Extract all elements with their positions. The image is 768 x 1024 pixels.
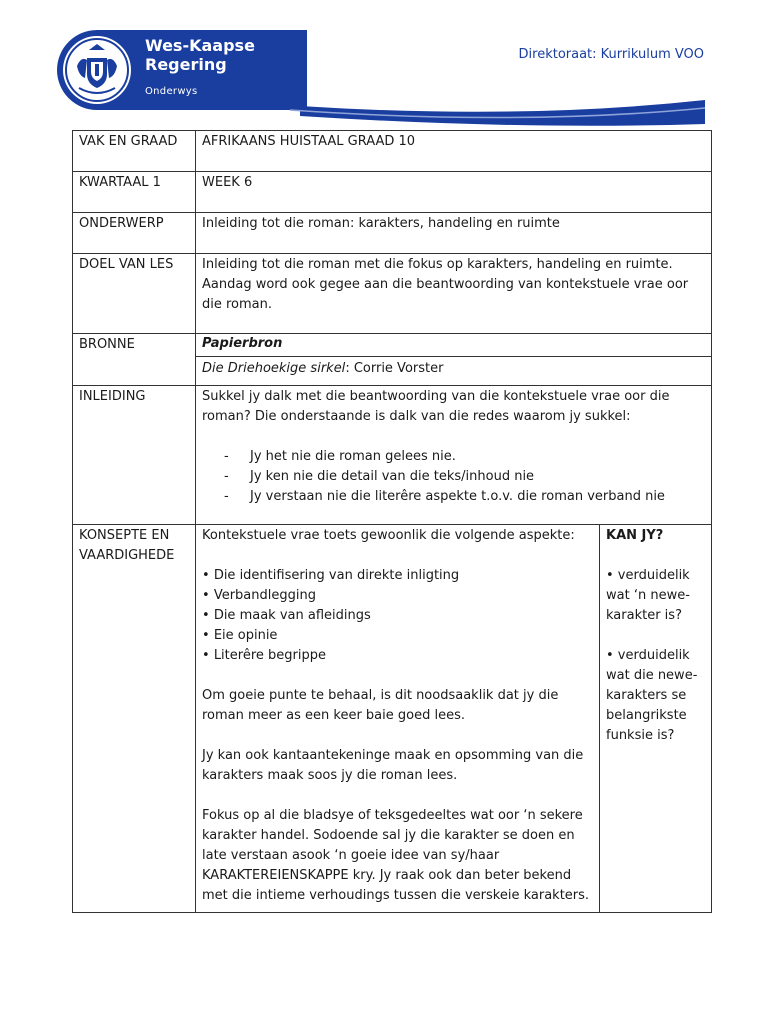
list-item: • Verbandlegging bbox=[202, 586, 593, 606]
concepts-label-line-2: VAARDIGHEDE bbox=[79, 548, 175, 563]
table-row-resources bbox=[73, 334, 712, 386]
table-row-aim bbox=[73, 254, 712, 334]
kan-jy-item-1: • verduidelik wat ‘n newe-karakter is? bbox=[606, 568, 690, 623]
concepts-paragraph-3: Fokus op al die bladsye of teksgedeeltes wat oor ‘n sekere karakter handel. Sodoende sal jy die karakter se doen en late verstaan asook ‘n goeie idee van sy/haar KARAKTEREIENSKAPPE kry. Jy raak ook dan beter bekend met die intieme verhoudings tussen die verskeie karakters. bbox=[202, 808, 590, 903]
intro-label: INLEIDING bbox=[73, 386, 196, 525]
table-row-concepts bbox=[73, 525, 712, 913]
concepts-intro: Kontekstuele vrae toets gewoonlik die volgende aspekte: bbox=[202, 528, 575, 543]
term-value: WEEK 6 bbox=[196, 172, 712, 213]
list-item: • Eie opinie bbox=[202, 626, 593, 646]
concepts-label bbox=[73, 525, 196, 913]
topic-value: Inleiding tot die roman: karakters, handeling en ruimte bbox=[196, 213, 712, 254]
subject-value: AFRIKAANS HUISTAAL GRAAD 10 bbox=[196, 131, 712, 172]
resources-cell bbox=[196, 334, 712, 386]
kan-jy-item-2: • verduidelik wat die newe-karakters se belangrikste funksie is? bbox=[606, 648, 698, 743]
list-item: • Die maak van afleidings bbox=[202, 606, 593, 626]
list-item: • Literêre begrippe bbox=[202, 646, 593, 666]
list-item: - Jy het nie die roman gelees nie. bbox=[224, 447, 705, 467]
resources-label: BRONNE bbox=[73, 334, 196, 386]
resources-book bbox=[196, 357, 711, 385]
intro-text: Sukkel jy dalk met die beantwoording van die kontekstuele vrae oor die roman? Die onderstaande is dalk van die redes waarom jy sukkel: bbox=[202, 389, 670, 424]
table-row-term bbox=[73, 172, 712, 213]
intro-list bbox=[202, 447, 705, 507]
list-item: • Die identifisering van direkte inligting bbox=[202, 566, 593, 586]
logo-line-3: Onderwys bbox=[145, 86, 198, 97]
table-row-subject bbox=[73, 131, 712, 172]
subject-label: VAK EN GRAAD bbox=[73, 131, 196, 172]
aim-label: DOEL VAN LES bbox=[73, 254, 196, 334]
logo-line-1: Wes-Kaapse bbox=[145, 36, 255, 55]
intro-cell bbox=[196, 386, 712, 525]
aim-value: Inleiding tot die roman met die fokus op karakters, handeling en ruimte. Aandag word ook gegee aan die beantwoording van kontekstuele vrae oor die roman. bbox=[196, 254, 712, 334]
kan-jy-title: KAN JY? bbox=[606, 528, 664, 543]
concepts-paragraph-2: Jy kan ook kantaantekeninge maak en opsomming van die karakters maak soos jy die roman lees. bbox=[202, 748, 584, 783]
list-item: - Jy ken nie die detail van die teks/inhoud nie bbox=[224, 467, 705, 487]
concepts-paragraph-1: Om goeie punte te behaal, is dit noodsaaklik dat jy die roman meer as een keer baie goed lees. bbox=[202, 688, 559, 723]
book-author: : Corrie Vorster bbox=[345, 361, 444, 376]
table-row-topic bbox=[73, 213, 712, 254]
concepts-list bbox=[202, 566, 593, 666]
topic-label: ONDERWERP bbox=[73, 213, 196, 254]
term-label: KWARTAAL 1 bbox=[73, 172, 196, 213]
table-row-intro bbox=[73, 386, 712, 525]
resources-heading: Papierbron bbox=[196, 334, 711, 357]
concepts-label-line-1: KONSEPTE EN bbox=[79, 528, 170, 543]
logo-line-2: Regering bbox=[145, 55, 227, 74]
directorate-title: Direktoraat: Kurrikulum VOO bbox=[518, 47, 704, 62]
list-item: - Jy verstaan nie die literêre aspekte t.o.v. die roman verband nie bbox=[224, 487, 705, 507]
lesson-plan-table bbox=[72, 130, 712, 913]
concepts-cell bbox=[196, 525, 600, 913]
book-title: Die Driehoekige sirkel bbox=[202, 361, 346, 376]
kan-jy-cell bbox=[600, 525, 712, 913]
header-swoosh bbox=[0, 60, 768, 130]
